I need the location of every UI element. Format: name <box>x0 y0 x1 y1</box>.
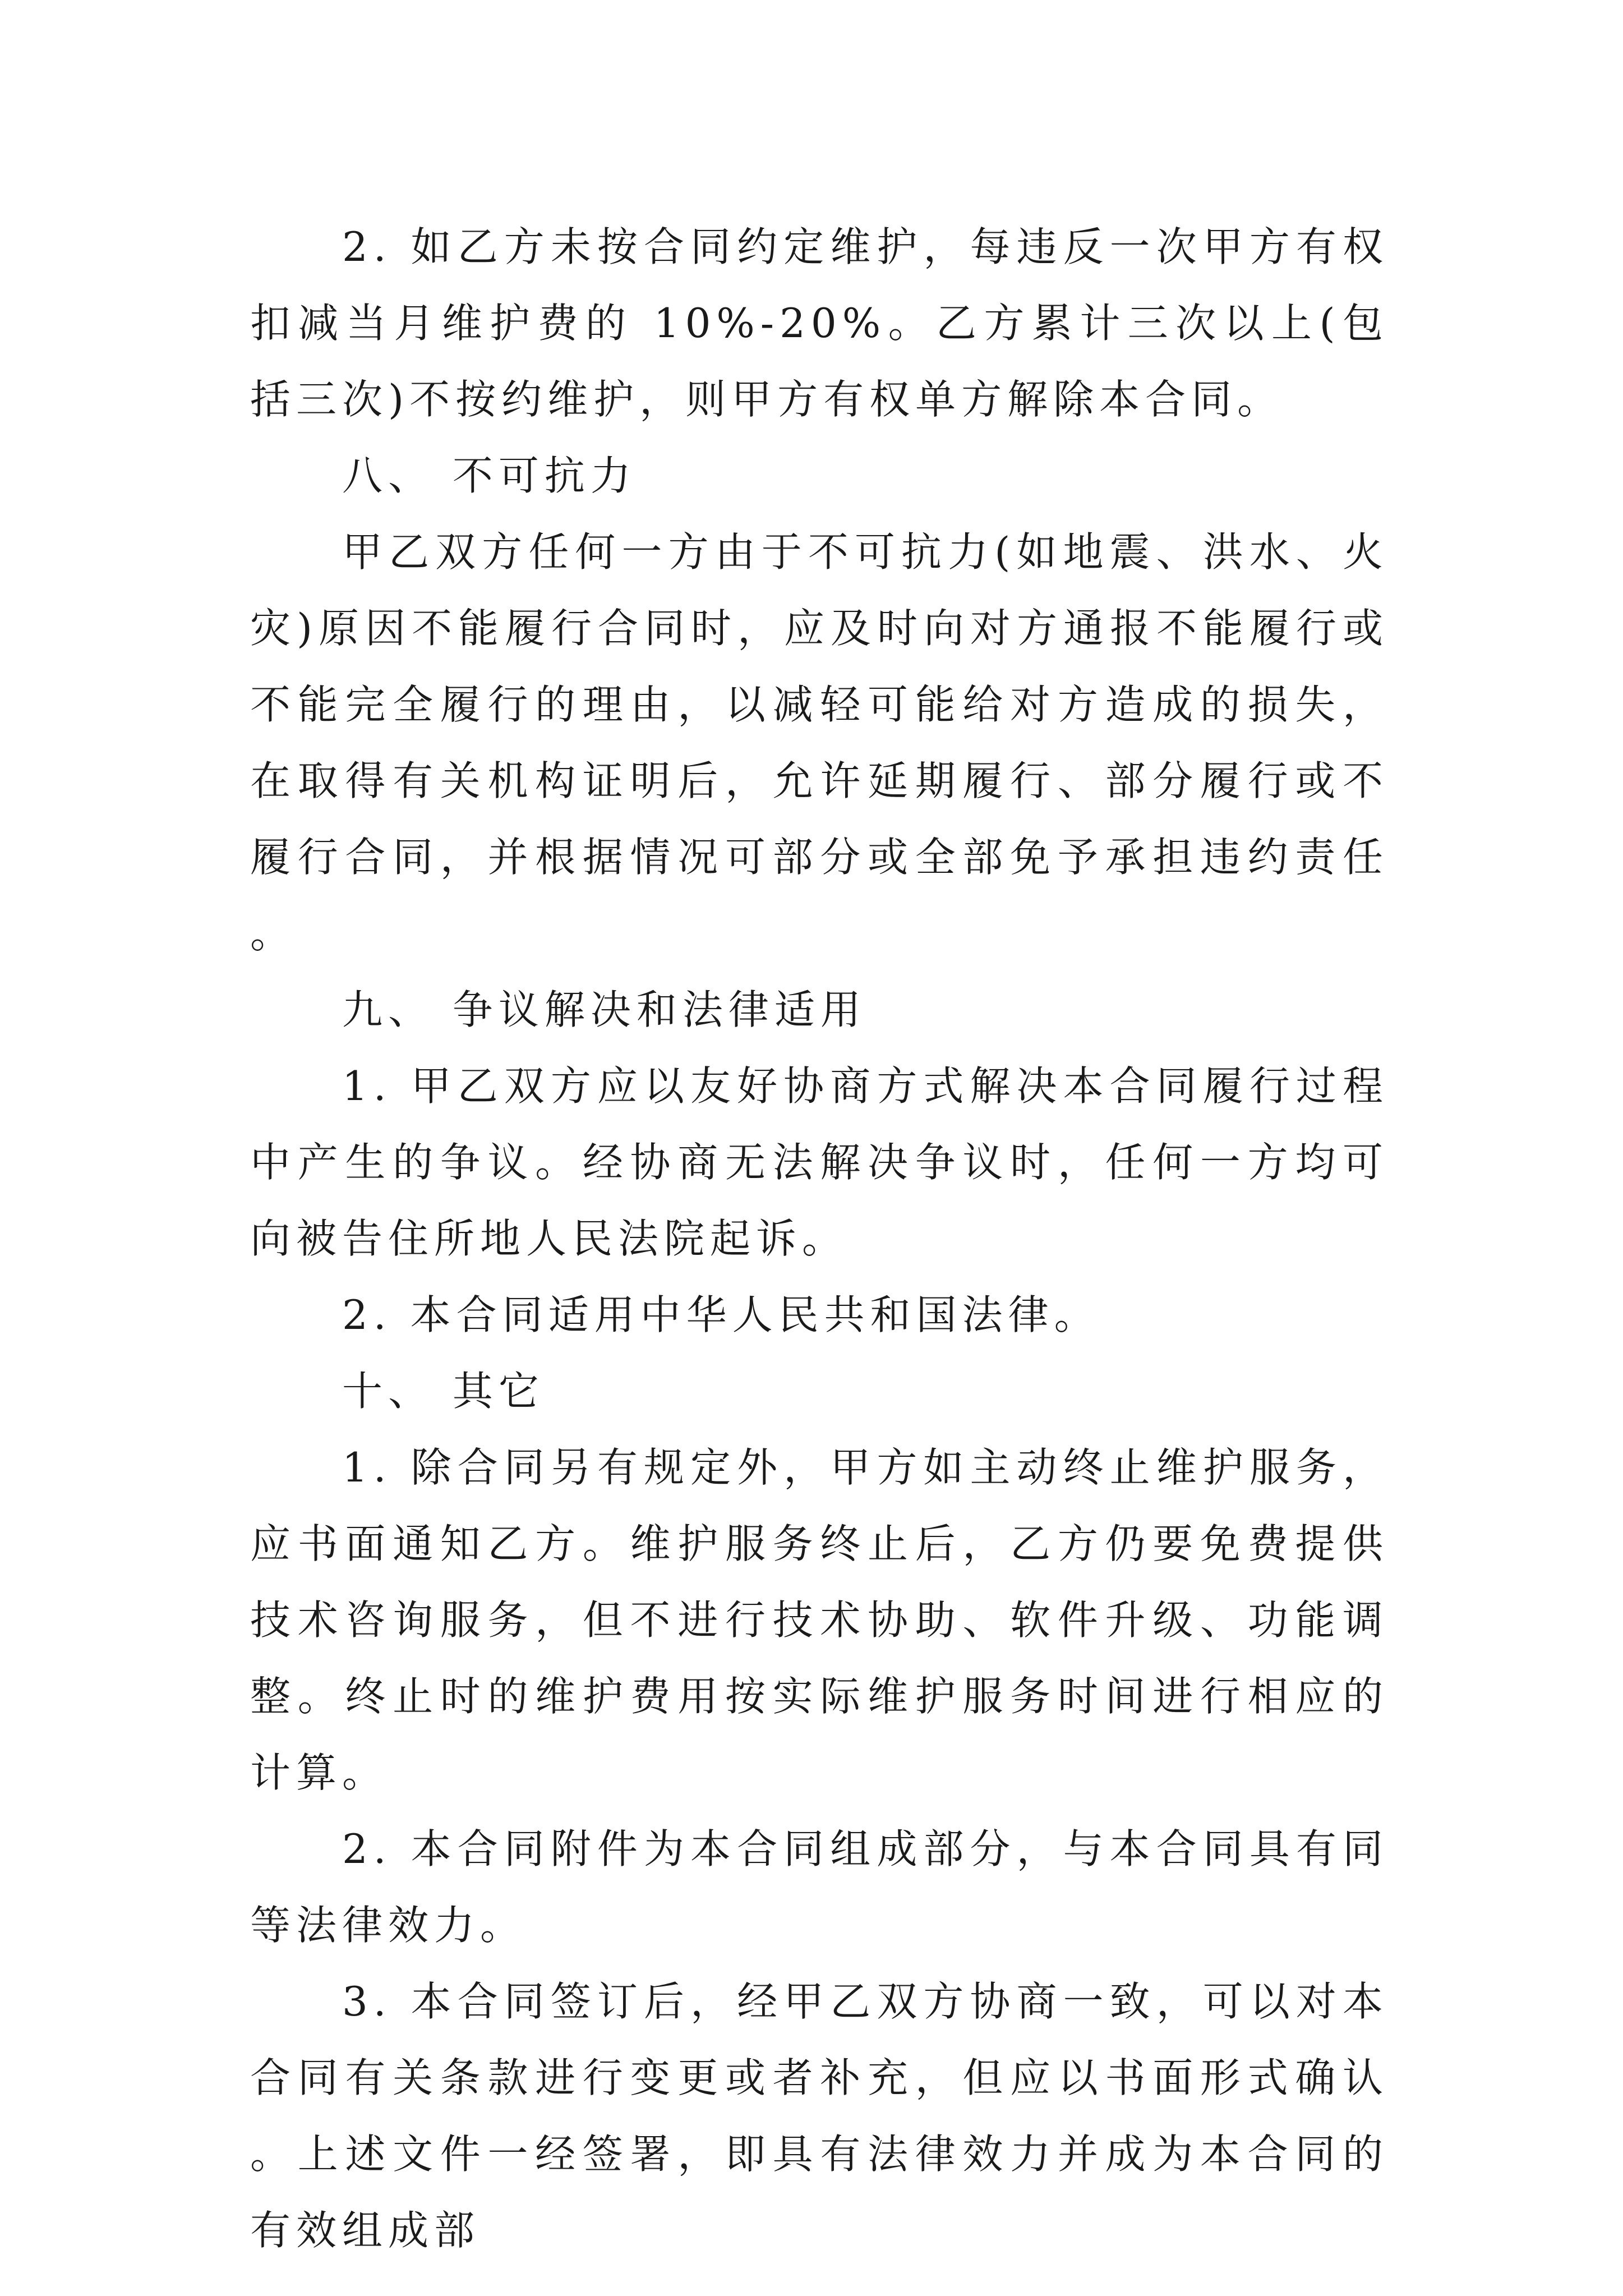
section-8-heading: 八、 不可抗力 <box>342 452 637 499</box>
clause-10-2-paragraph: 2. 本合同附件为本合同组成部分，与本合同具有同等法律效力。 <box>250 1825 1389 1949</box>
contract-body <box>250 209 1389 2269</box>
clause-10-1-paragraph: 1. 除合同另有规定外，甲方如主动终止维护服务，应书面通知乙方。维护服务终止后，乙方仍要免费提供技术咨询服务，但不进行技术协助、软件升级、功能调整。终止时的维护费用按实际维护服务时间进行相应的计算。 <box>250 1444 1389 1796</box>
clause-9-1-paragraph: 1. 甲乙双方应以友好协商方式解决本合同履行过程中产生的争议。经协商无法解决争议时，任何一方均可向被告住所地人民法院起诉。 <box>250 1062 1389 1262</box>
clause-10-3-paragraph: 3. 本合同签订后，经甲乙双方协商一致，可以对本合同有关条款进行变更或者补充，但应以书面形式确认。上述文件一经签署，即具有法律效力并成为本合同的有效组成部 <box>250 1978 1389 2254</box>
force-majeure-paragraph: 甲乙双方任何一方由于不可抗力(如地震、洪水、火灾)原因不能履行合同时，应及时向对方通报不能履行或不能完全履行的理由，以减轻可能给对方造成的损失，在取得有关机构证明后，允许延期履行、部分履行或不履行合同，并根据情况可部分或全部免予承担违约责任。 <box>250 528 1389 957</box>
clause-7-2-paragraph: 2. 如乙方未按合同约定维护，每违反一次甲方有权扣减当月维护费的 10%-20%。乙方累计三次以上(包括三次)不按约维护，则甲方有权单方解除本合同。 <box>250 223 1389 423</box>
clause-9-2-paragraph: 2. 本合同适用中华人民共和国法律。 <box>342 1291 1100 1338</box>
section-9-heading: 九、 争议解决和法律适用 <box>342 986 866 1033</box>
section-10-heading: 十、 其它 <box>342 1368 545 1415</box>
